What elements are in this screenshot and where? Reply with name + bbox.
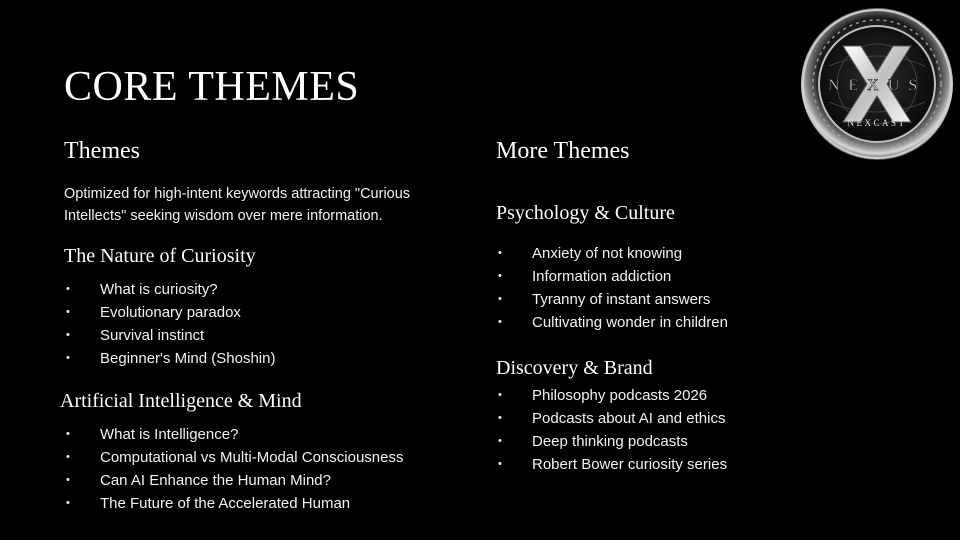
- list-item: [64, 446, 403, 469]
- nature-of-curiosity-heading: The Nature of Curiosity: [64, 245, 256, 267]
- bullet-icon: •: [66, 283, 70, 295]
- list-item: [496, 407, 727, 430]
- list-item: [496, 384, 727, 407]
- list-item: [64, 347, 275, 370]
- more-themes-heading: More Themes: [496, 138, 630, 164]
- list-item-text: Can AI Enhance the Human Mind?: [100, 472, 331, 489]
- slide-title: CORE THEMES: [64, 64, 360, 110]
- list-item-text: Computational vs Multi-Modal Consciousness: [100, 449, 404, 466]
- themes-heading: Themes: [64, 138, 140, 164]
- list-item-text: Podcasts about AI and ethics: [532, 410, 726, 427]
- themes-description: Optimized for high-intent keywords attracting "Curious Intellects" seeking wisdom over mere information.: [64, 186, 411, 224]
- bullet-icon: •: [498, 247, 502, 259]
- discovery-brand-list: [496, 384, 727, 476]
- bullet-icon: •: [498, 270, 502, 282]
- psychology-culture-list: [496, 242, 728, 334]
- ai-and-mind-heading: Artificial Intelligence & Mind: [60, 390, 302, 412]
- bullet-icon: •: [66, 306, 70, 318]
- discovery-brand-heading: Discovery & Brand: [496, 357, 653, 379]
- bullet-icon: •: [498, 458, 502, 470]
- bullet-icon: •: [498, 316, 502, 328]
- bullet-icon: •: [66, 352, 70, 364]
- list-item-text: Information addiction: [532, 268, 672, 285]
- bullet-icon: •: [498, 389, 502, 401]
- ai-and-mind-list: [64, 423, 403, 515]
- list-item: [496, 288, 728, 311]
- list-item-text: Philosophy podcasts 2026: [532, 387, 708, 404]
- list-item-text: Tyranny of instant answers: [532, 291, 711, 308]
- list-item: [496, 311, 728, 334]
- list-item-text: What is curiosity?: [100, 281, 218, 298]
- logo-top-text: NEXUS: [827, 77, 927, 94]
- bullet-icon: •: [66, 428, 70, 440]
- logo-bottom-text: NEXCAST: [847, 118, 907, 128]
- psychology-culture-heading: Psychology & Culture: [496, 202, 675, 224]
- nexus-logo: [799, 6, 955, 162]
- bullet-icon: •: [66, 497, 70, 509]
- list-item-text: What is Intelligence?: [100, 426, 239, 443]
- list-item: [64, 492, 403, 515]
- list-item-text: Beginner's Mind (Shoshin): [100, 350, 276, 367]
- bullet-icon: •: [498, 435, 502, 447]
- bullet-icon: •: [66, 451, 70, 463]
- list-item-text: Survival instinct: [100, 327, 205, 344]
- nature-of-curiosity-list: [64, 278, 275, 370]
- list-item: [64, 324, 275, 347]
- list-item: [496, 430, 727, 453]
- list-item: [496, 265, 728, 288]
- bullet-icon: •: [498, 293, 502, 305]
- bullet-icon: •: [66, 474, 70, 486]
- bullet-icon: •: [66, 329, 70, 341]
- list-item: [64, 278, 275, 301]
- list-item: [496, 242, 728, 265]
- list-item-text: Cultivating wonder in children: [532, 314, 728, 331]
- list-item: [496, 453, 727, 476]
- list-item-text: Deep thinking podcasts: [532, 433, 688, 450]
- list-item-text: Anxiety of not knowing: [532, 245, 683, 262]
- list-item: [64, 469, 403, 492]
- list-item-text: The Future of the Accelerated Human: [100, 495, 351, 512]
- list-item-text: Evolutionary paradox: [100, 304, 241, 321]
- list-item-text: Robert Bower curiosity series: [532, 456, 728, 473]
- nexus-x-emblem-icon: [799, 6, 955, 162]
- list-item: [64, 423, 403, 446]
- bullet-icon: •: [498, 412, 502, 424]
- list-item: [64, 301, 275, 324]
